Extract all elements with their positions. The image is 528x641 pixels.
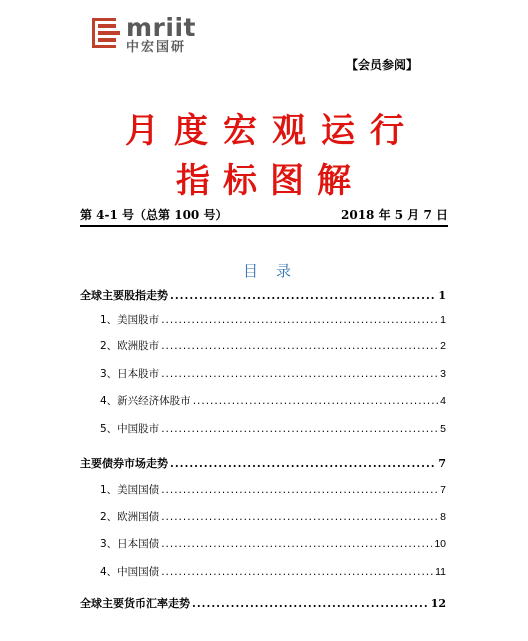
- toc-page-number: 2: [440, 340, 446, 352]
- issue-number: 第 4-1 号（总第 100 号）: [80, 208, 228, 222]
- toc-section-entry[interactable]: [80, 457, 446, 471]
- toc-subsection-entry[interactable]: [80, 537, 446, 551]
- toc-heading: 目录: [242, 262, 309, 280]
- toc-entry-label: 2、欧洲国债: [100, 511, 160, 523]
- toc-subsection-entry[interactable]: [80, 483, 446, 497]
- toc-entry-label: 5、中国股市: [100, 423, 160, 435]
- toc-dot-leader: [161, 313, 438, 327]
- toc-subsection-entry[interactable]: [80, 339, 446, 353]
- toc-page-number: 7: [438, 457, 446, 470]
- toc-entry-label: 4、新兴经济体股市: [100, 395, 191, 407]
- header-divider: [80, 225, 448, 227]
- toc-page-number: 1: [438, 289, 446, 302]
- toc-page-number: 5: [440, 423, 446, 435]
- toc-page-number: 1: [440, 314, 446, 326]
- toc-subsection-entry[interactable]: [80, 510, 446, 524]
- toc-dot-leader: [192, 597, 429, 611]
- toc-dot-leader: [161, 422, 438, 436]
- toc-dot-leader: [161, 510, 438, 524]
- toc-entry-label: 全球主要股指走势: [80, 289, 168, 302]
- toc-entry-label: 2、欧洲股市: [100, 340, 160, 352]
- document-title-line2: 指标图解: [176, 161, 364, 201]
- toc-page-number: 7: [440, 484, 446, 496]
- toc-entry-label: 1、美国股市: [100, 314, 160, 326]
- member-tag: 【会员参阅】: [346, 58, 419, 72]
- toc-page-number: 4: [440, 395, 446, 407]
- document-title-line1: 月度宏观运行: [125, 111, 419, 151]
- toc-entry-label: 主要债券市场走势: [80, 457, 168, 470]
- toc-dot-leader: [193, 394, 438, 408]
- toc-dot-leader: [161, 339, 438, 353]
- toc-dot-leader: [161, 483, 438, 497]
- toc-entry-label: 全球主要货币汇率走势: [80, 597, 190, 610]
- issue-date: 2018 年 5 月 7 日: [341, 208, 448, 222]
- toc-subsection-entry[interactable]: [80, 422, 446, 436]
- logo-english-text: mriit: [126, 13, 196, 42]
- toc-dot-leader: [170, 289, 436, 303]
- toc-entry-label: 3、日本股市: [100, 368, 160, 380]
- toc-page-number: 3: [440, 368, 446, 380]
- toc-entry-label: 1、美国国债: [100, 484, 160, 496]
- toc-dot-leader: [161, 537, 432, 551]
- mriit-logo: [92, 13, 196, 56]
- toc-subsection-entry[interactable]: [80, 394, 446, 408]
- toc-dot-leader: [161, 367, 438, 381]
- toc-dot-leader: [170, 457, 436, 471]
- toc-subsection-entry[interactable]: [80, 565, 446, 579]
- toc-page-number: 11: [435, 566, 446, 578]
- toc-subsection-entry[interactable]: [80, 367, 446, 381]
- toc-entry-label: 3、日本国债: [100, 538, 160, 550]
- toc-page-number: 12: [430, 597, 446, 610]
- toc-subsection-entry[interactable]: [80, 313, 446, 327]
- toc-page-number: 8: [440, 511, 446, 523]
- toc-dot-leader: [161, 565, 433, 579]
- toc-section-entry[interactable]: [80, 597, 446, 611]
- toc-entry-label: 4、中国国债: [100, 566, 160, 578]
- logo-chinese-text: 中宏国研: [126, 40, 187, 55]
- toc-section-entry[interactable]: [80, 289, 446, 303]
- logo-mark-icon: [92, 16, 122, 50]
- toc-page-number: 10: [434, 538, 446, 550]
